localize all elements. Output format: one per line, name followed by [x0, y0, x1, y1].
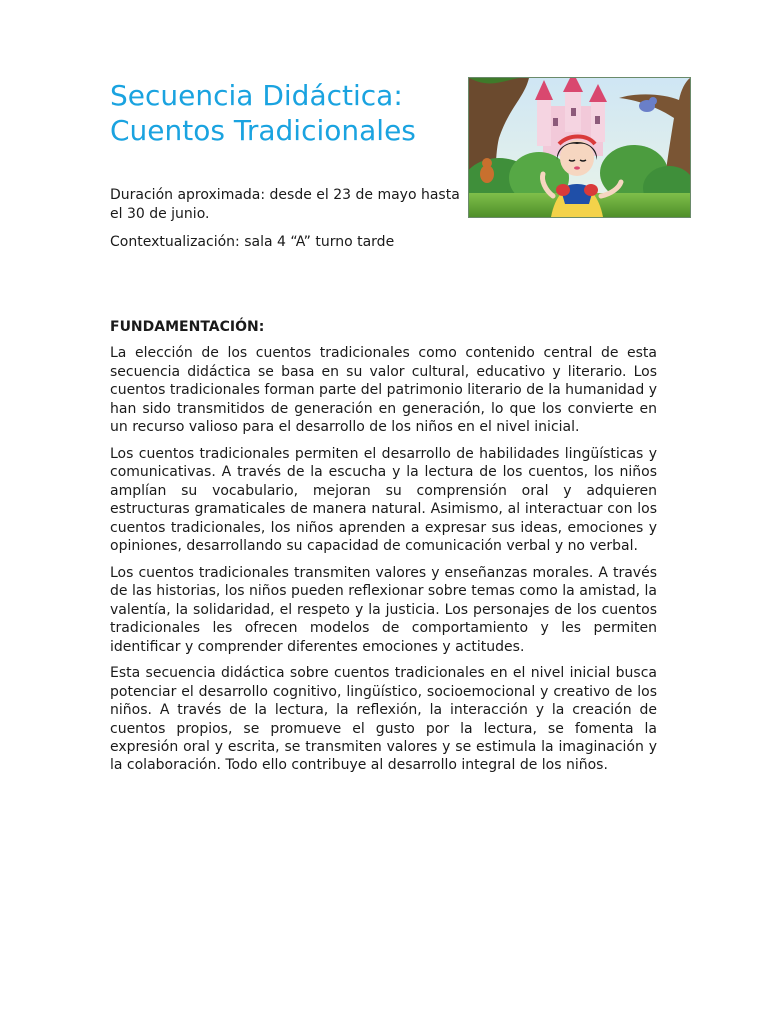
paragraph-4: Esta secuencia didáctica sobre cuentos tradicionales en el nivel inicial busca potenciar el desarrollo cognitivo, lingüístico, socioemocional y creativo de los niños. A través de la lectura, la reflexión, la interacción y la creación de cuentos propios, se promueve el gusto por la lectura, se fomenta la expresión oral y escrita, se transmiten valores y se estimula la imaginación y la colaboración. Todo ello contribuye al desarrollo integral de los niños.: [110, 665, 657, 774]
snow-white-illustration: [468, 77, 691, 218]
context-text: Contextualización: sala 4 “A” turno tarde: [110, 234, 395, 250]
document-body: [110, 318, 657, 783]
title-line-1: Secuencia Didáctica:: [110, 79, 403, 112]
paragraph-1: La elección de los cuentos tradicionales como contenido central de esta secuencia didáctica se basa en su valor cultural, educativo y literario. Los cuentos tradicionales forman parte del patrimonio literario de la humanidad y han sido transmitidos de generación en generación, lo que los convierte en un recurso valioso para el desarrollo de los niños en el nivel inicial.: [110, 345, 657, 436]
section-heading-fundamentacion: FUNDAMENTACIÓN:: [110, 319, 265, 335]
paragraph-2: Los cuentos tradicionales permiten el desarrollo de habilidades lingüísticas y comunicativas. A través de la escucha y la lectura de los cuentos, los niños amplían su vocabulario, mejoran su comprensión oral y adquieren estructuras gramaticales de manera natural. Asimismo, al interactuar con los cuentos tradicionales, los niños aprenden a expresar sus ideas, emociones y opiniones, desarrollando su capacidad de comunicación verbal y no verbal.: [110, 445, 657, 554]
snow-white-illustration-svg: [469, 78, 690, 217]
title-line-2: Cuentos Tradicionales: [110, 114, 416, 147]
document-title: [110, 78, 460, 148]
paragraph-3: Los cuentos tradicionales transmiten valores y enseñanzas morales. A través de las historias, los niños pueden reflexionar sobre temas como la amistad, la valentía, la solidaridad, el respeto y la justicia. Los personajes de los cuentos tradicionales les ofrecen modelos de comportamiento y les permiten identificar y comprender diferentes emociones y actitudes.: [110, 564, 657, 655]
duration-text: Duración aproximada: desde el 23 de mayo hasta el 30 de junio.: [110, 187, 460, 222]
